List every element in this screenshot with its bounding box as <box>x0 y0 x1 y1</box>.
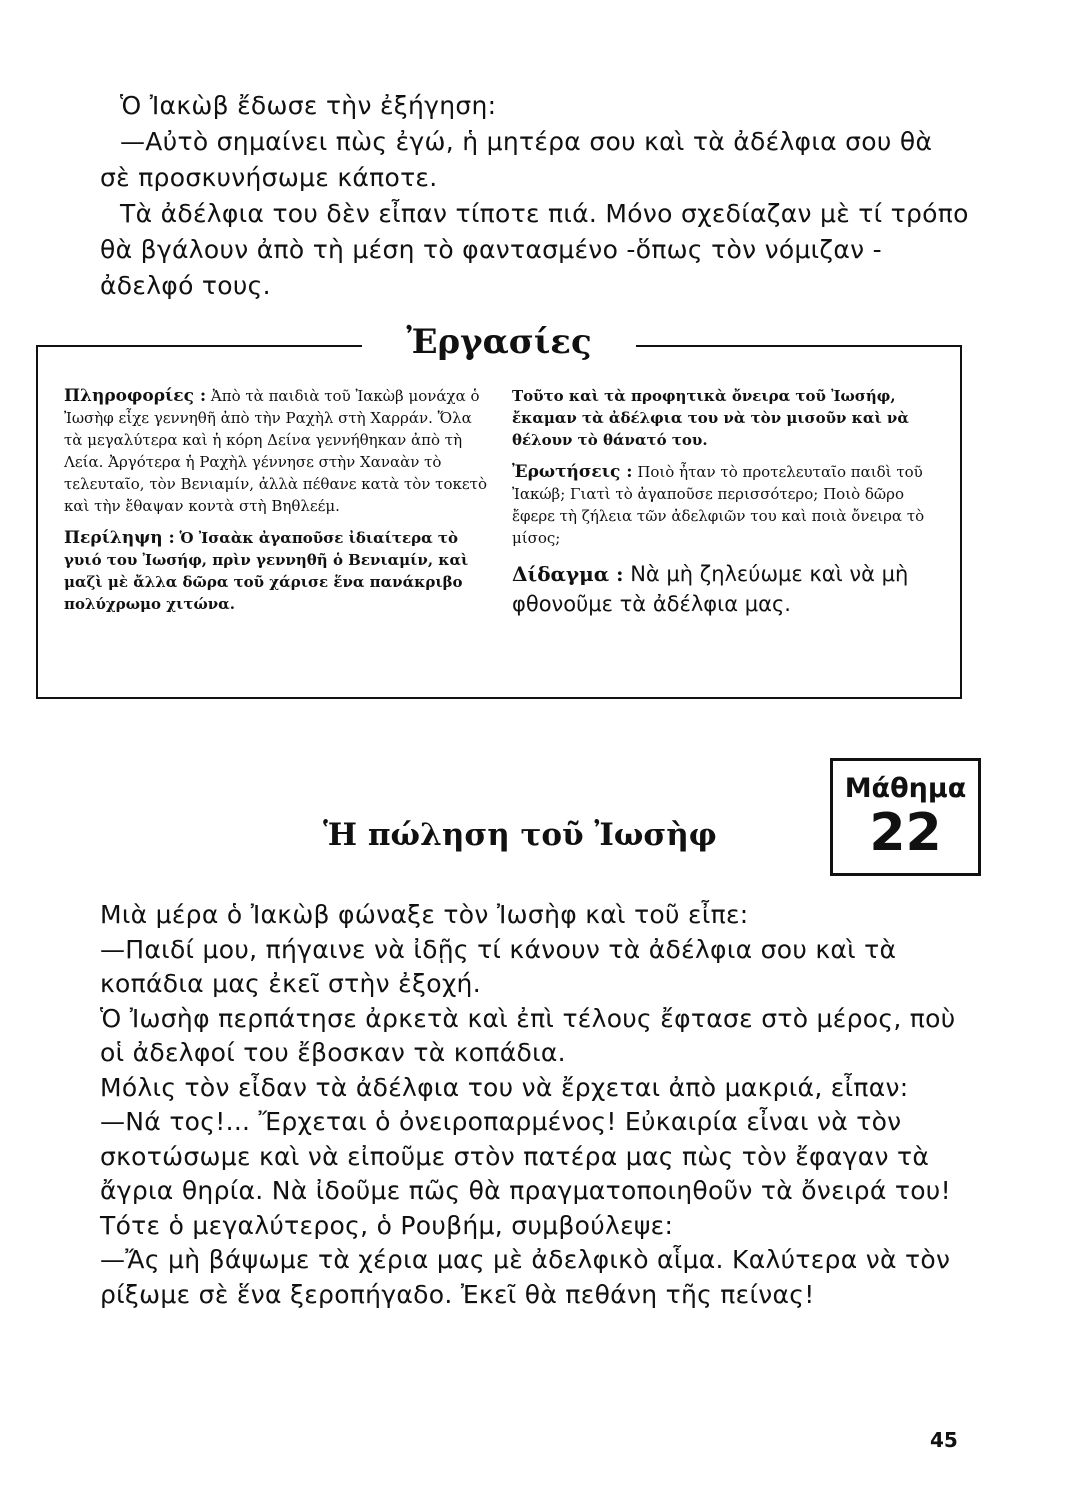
info-label: Πληροφορίες : <box>64 386 207 406</box>
lesson-word: Μάθημα <box>844 773 967 804</box>
story-paragraph: —Παιδί μου, πήγαινε νὰ ἰδῇς τί κάνουν τὰ ἀδέλφια σου καὶ τὰ κοπάδια μας ἐκεῖ στὴν ἐξοχή. <box>100 934 897 998</box>
story-paragraph: Μιὰ μέρα ὁ Ἰακὼβ φώναξε τὸν Ἰωσὴφ καὶ τοῦ εἶπε: <box>100 900 749 929</box>
intro-paragraph: —Αὐτὸ σημαίνει πὼς ἐγώ, ἡ μητέρα σου καὶ τὰ ἀδέλφια σου θὰ σὲ προσκυνήσωμε κάποτε. <box>100 127 933 192</box>
story-paragraph: Μόλις τὸν εἶδαν τὰ ἀδέλφια του νὰ ἔρχεται ἀπὸ μακριά, εἶπαν: <box>100 1072 909 1102</box>
summary-block <box>64 527 494 615</box>
questions-block <box>512 461 946 549</box>
summary-text: Ὁ Ἰσαὰκ ἀγαποῦσε ἰδιαίτερα τὸ γυιό του Ἰωσήφ, πρὶν γεννηθῆ ὁ Βενιαμίν, καὶ μαζὶ μὲ ἄλλα δῶρα τοῦ χάρισε ἕνα πανάκριβο πολύχρωμο χιτώνα. <box>64 529 469 613</box>
lesson-moral-text: Νὰ μὴ ζηλεύωμε καὶ νὰ μὴ φθονοῦμε τὰ ἀδέλφια μας. <box>512 562 909 616</box>
summary-continuation: Τοῦτο καὶ τὰ προφητικὰ ὄνειρα τοῦ Ἰωσήφ, ἔκαμαν τὰ ἀδέλφια του νὰ τὸν μισοῦν καὶ νὰ θέλουν τὸ θάνατό του. <box>512 387 909 449</box>
story-paragraph: —Νά τος!... Ἔρχεται ὁ ὀνειροπαρμένος! Εὐκαιρία εἶναι νὰ τὸν σκοτώσωμε καὶ νὰ εἰποῦμε στὸν πατέρα μας πὼς τὸν ἔφαγαν τὰ ἄγρια θηρία. Νὰ ἰδοῦμε πῶς θὰ πραγματοποιηθοῦν τὰ ὄνειρά του! <box>100 1107 951 1205</box>
story-text <box>100 898 970 1312</box>
info-text: Ἀπὸ τὰ παιδιὰ τοῦ Ἰακὼβ μονάχα ὁ Ἰωσὴφ εἶχε γεννηθῆ ἀπὸ τὴν Ραχὴλ στὴ Χαρράν. Ὅλα τὰ μεγαλύτερα καὶ ἡ κόρη Δείνα γεννήθηκαν ἀπὸ τὴ Λεία. Ἀργότερα ἡ Ραχὴλ γέννησε στὴν Χαναὰν τὸ τελευταῖο, τὸν Βενιαμίν, ἀλλὰ πέθανε κατὰ τὸν τοκετὸ καὶ τὴν ἔθαψαν κοντὰ στὴ Βηθλεέμ. <box>64 387 487 515</box>
questions-label: Ἐρωτήσεις : <box>512 462 633 482</box>
exercises-right-column <box>512 385 946 629</box>
exercises-title: Ἐργασίες <box>406 322 592 362</box>
lesson-moral-label: Δίδαγμα : <box>512 562 624 586</box>
questions-text: Ποιὸ ἦταν τὸ προτελευταῖο παιδὶ τοῦ Ἰακώβ; Γιατὶ τὸ ἀγαποῦσε περισσότερο; Ποιὸ δῶρο ἔφερε τὴ ζήλεια τῶν ἀδελφιῶν του καὶ ποιὰ ὄνειρα τὸ μίσος; <box>512 463 925 547</box>
lesson-title: Ἡ πώληση τοῦ Ἰωσὴφ <box>323 817 717 853</box>
intro-text <box>100 88 970 304</box>
story-paragraph: Ὁ Ἰωσὴφ περπάτησε ἀρκετὰ καὶ ἐπὶ τέλους ἔφτασε στὸ μέρος, ποὺ οἱ ἀδελφοί του ἔβοσκαν τὰ κοπάδια. <box>100 1003 956 1067</box>
exercises-box <box>36 345 962 699</box>
intro-paragraph: Τὰ ἀδέλφια του δὲν εἶπαν τίποτε πιά. Μόνο σχεδίαζαν μὲ τί τρόπο θὰ βγάλουν ἀπὸ τὴ μέση τὸ φαντασμένο -ὅπως τὸν νόμιζαν - ἀδελφό τους. <box>100 199 969 300</box>
summary-label: Περίληψη : <box>64 528 175 548</box>
lesson-number: 22 <box>869 803 942 863</box>
lesson-moral-block <box>512 559 946 619</box>
page-number: 45 <box>930 1428 958 1452</box>
intro-paragraph: Ὁ Ἰακὼβ ἔδωσε τὴν ἐξήγηση: <box>120 91 497 120</box>
story-paragraph: —Ἄς μὴ βάψωμε τὰ χέρια μας μὲ ἀδελφικὸ αἷμα. Καλύτερα νὰ τὸν ρίξωμε σὲ ἕνα ξεροπήγαδο. Ἐκεῖ θὰ πεθάνη τῆς πείνας! <box>100 1245 951 1309</box>
exercises-left-column <box>64 385 494 625</box>
story-paragraph: Τότε ὁ μεγαλύτερος, ὁ Ρουβήμ, συμβούλεψε: <box>100 1210 674 1240</box>
lesson-number-box <box>830 758 981 876</box>
info-block <box>64 385 494 517</box>
